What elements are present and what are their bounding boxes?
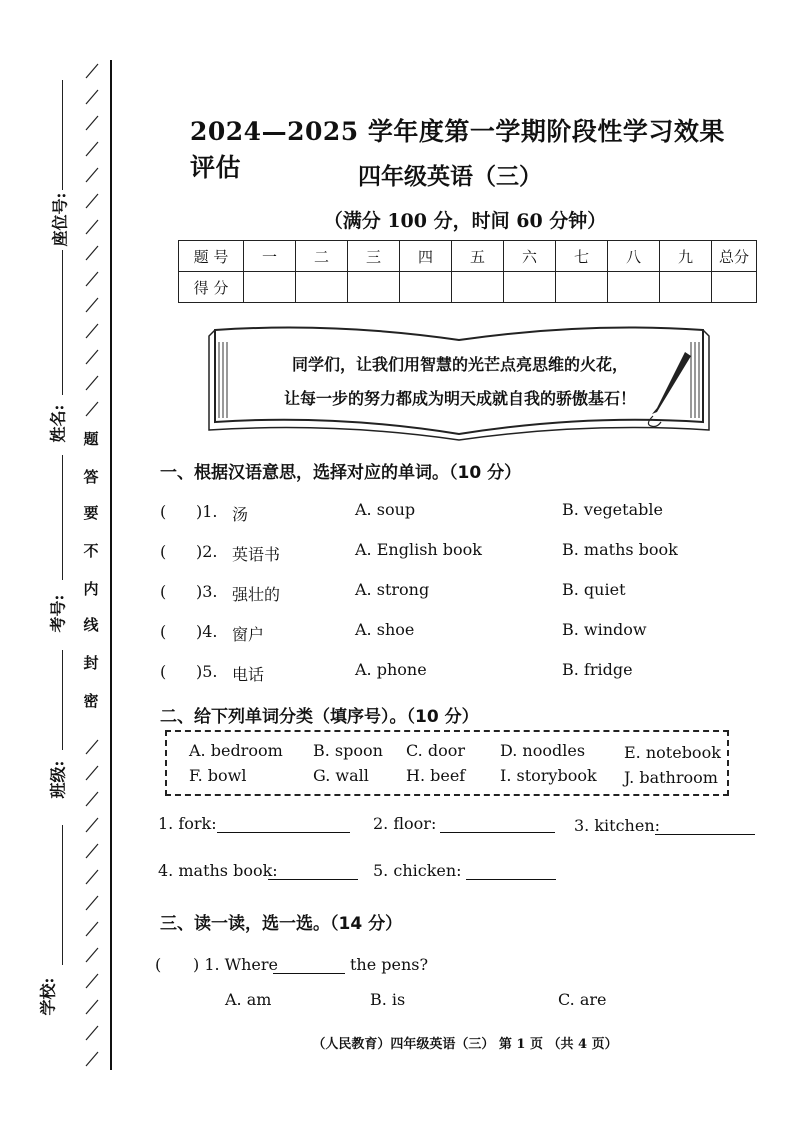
word-bank	[165, 730, 729, 796]
category-floor-label: 2. floor:	[373, 814, 437, 833]
name-line	[62, 250, 63, 395]
score-header-cell: 总分	[712, 241, 757, 272]
category-fork-label: 1. fork:	[158, 814, 217, 833]
question-number: )2.	[196, 542, 218, 561]
banner-line-1: 同学们，让我们用智慧的光芒点亮思维的火花，	[291, 355, 628, 374]
exam-no-line	[62, 455, 63, 580]
score-header-cell: 一	[244, 241, 296, 272]
score-cell[interactable]	[400, 272, 452, 303]
book-banner-icon	[205, 322, 713, 442]
chinese-word: 窗户	[232, 625, 265, 644]
question-blank[interactable]	[273, 955, 345, 974]
notice-char: 线	[83, 616, 99, 634]
word-option: G. wall	[313, 766, 369, 785]
option-a: A. English book	[355, 540, 482, 559]
score-cell[interactable]	[244, 272, 296, 303]
answer-paren[interactable]: (	[160, 582, 167, 601]
exam-note: （满分 100 分，时间 60 分钟）	[323, 210, 607, 232]
cut-slashes	[80, 60, 104, 1070]
question-text: ) 1. Where	[193, 955, 279, 974]
school-label: 学校:	[38, 977, 58, 1016]
notice-char: 内	[83, 580, 99, 598]
score-header-cell: 七	[556, 241, 608, 272]
option-b: B. fridge	[562, 660, 633, 679]
option-a: A. shoe	[355, 620, 415, 639]
option-a: A. am	[225, 990, 272, 1009]
score-cell[interactable]	[452, 272, 504, 303]
score-row-label: 得 分	[179, 272, 244, 303]
chinese-word: 电话	[232, 665, 265, 684]
notice-char: 不	[83, 542, 99, 560]
word-option: B. spoon	[313, 741, 383, 760]
section-3-heading: 三、读一读，选一选。（14 分）	[160, 914, 403, 934]
category-floor-blank[interactable]	[440, 814, 555, 833]
score-header-cell: 三	[348, 241, 400, 272]
notice-char: 题	[83, 430, 99, 448]
page-subtitle: 四年级英语（三）	[358, 163, 542, 190]
section-1-heading: 一、根据汉语意思，选择对应的单词。（10 分）	[160, 463, 522, 483]
section-2-heading: 二、给下列单词分类（填序号）。（10 分）	[160, 707, 479, 727]
option-c: C. are	[558, 990, 607, 1009]
school-line	[62, 825, 63, 965]
option-a: A. phone	[355, 660, 427, 679]
question-text-rest: the pens?	[350, 955, 429, 974]
notice-char: 要	[83, 504, 99, 522]
page-title: 2024—2025 学年度第一学期阶段性学习效果评估	[190, 117, 725, 182]
score-cell[interactable]	[504, 272, 556, 303]
seat-line	[62, 80, 63, 190]
chinese-word: 英语书	[232, 545, 281, 564]
score-header-cell: 八	[608, 241, 660, 272]
option-b: B. is	[370, 990, 406, 1009]
word-option: C. door	[406, 741, 465, 760]
score-cell[interactable]	[712, 272, 757, 303]
category-maths-book-blank[interactable]	[268, 861, 358, 880]
score-header-cell: 六	[504, 241, 556, 272]
score-cell[interactable]	[660, 272, 712, 303]
score-table	[178, 240, 757, 303]
page-footer: （人民教育）四年级英语（三） 第 1 页 （共 4 页）	[312, 1037, 618, 1052]
class-line	[62, 650, 63, 750]
category-kitchen-label: 3. kitchen:	[574, 816, 661, 835]
score-cell[interactable]	[348, 272, 400, 303]
answer-paren[interactable]: (	[160, 662, 167, 681]
chinese-word: 汤	[232, 505, 249, 524]
name-label: 姓名:	[48, 404, 68, 443]
category-kitchen-blank[interactable]	[655, 816, 755, 835]
category-maths-book-label: 4. maths book:	[158, 861, 278, 880]
answer-paren[interactable]: (	[160, 622, 167, 641]
answer-paren[interactable]: (	[160, 502, 167, 521]
score-cell[interactable]	[556, 272, 608, 303]
word-option: E. notebook	[624, 743, 721, 762]
score-cell[interactable]	[608, 272, 660, 303]
category-fork-blank[interactable]	[217, 814, 350, 833]
score-header-cell: 二	[296, 241, 348, 272]
score-header-cell: 五	[452, 241, 504, 272]
option-b: B. maths book	[562, 540, 678, 559]
category-chicken-label: 5. chicken:	[373, 861, 462, 880]
option-b: B. vegetable	[562, 500, 663, 519]
class-label: 班级:	[48, 760, 68, 799]
word-option: J. bathroom	[624, 768, 718, 787]
answer-paren[interactable]: (	[155, 955, 162, 974]
question-number: )4.	[196, 622, 218, 641]
answer-paren[interactable]: (	[160, 542, 167, 561]
option-a: A. soup	[355, 500, 416, 519]
word-option: D. noodles	[500, 741, 586, 760]
word-option: A. bedroom	[189, 741, 283, 760]
notice-char: 答	[83, 468, 99, 486]
question-number: )5.	[196, 662, 218, 681]
category-chicken-blank[interactable]	[466, 861, 556, 880]
question-number: )1.	[196, 502, 218, 521]
word-option: H. beef	[406, 766, 466, 785]
option-b: B. window	[562, 620, 647, 639]
seat-label: 座位号:	[50, 192, 70, 247]
exam-no-label: 考号:	[48, 594, 68, 633]
chinese-word: 强壮的	[232, 585, 281, 604]
notice-char: 密	[83, 692, 99, 710]
binding-line	[110, 60, 112, 1070]
score-header-cell: 九	[660, 241, 712, 272]
banner-line-2: 让每一步的努力都成为明天成就自我的骄傲基石！	[283, 389, 636, 408]
notice-char: 封	[83, 654, 99, 672]
question-number: )3.	[196, 582, 218, 601]
score-cell[interactable]	[296, 272, 348, 303]
option-a: A. strong	[355, 580, 430, 599]
score-header-cell: 题 号	[179, 241, 244, 272]
word-option: I. storybook	[500, 766, 597, 785]
word-option: F. bowl	[189, 766, 247, 785]
option-b: B. quiet	[562, 580, 626, 599]
score-header-cell: 四	[400, 241, 452, 272]
